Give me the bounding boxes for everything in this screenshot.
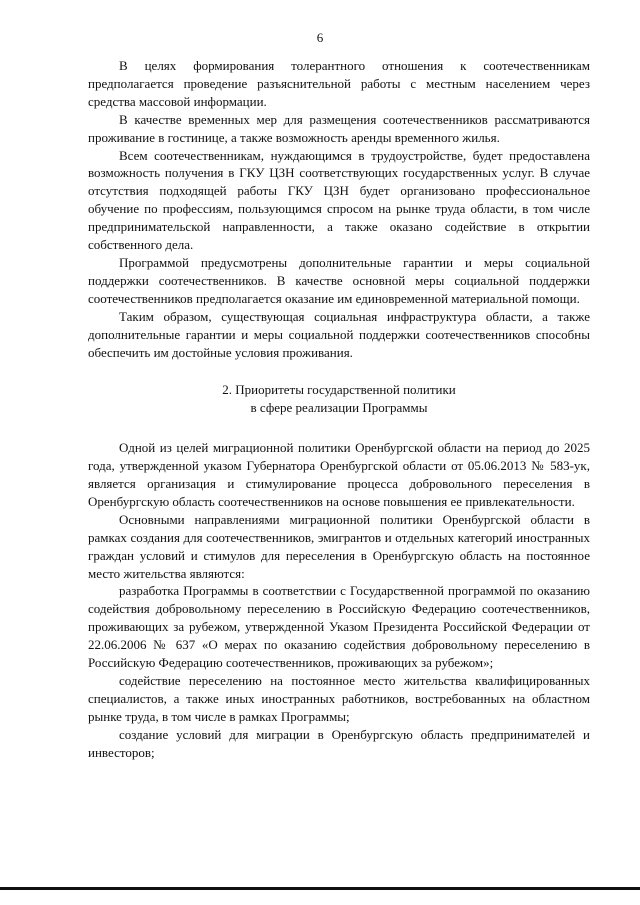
list-item-resettlement-assistance: содействие переселению на постоянное место жительства квалифицированных специалистов, а также иных иностранных работников, востребованных на областном рынке труда, в том числе в рамках Программы; [88, 673, 590, 724]
list-item-entrepreneur-migration: создание условий для миграции в Оренбургскую область предпринимателей и инвесторов; [88, 726, 590, 760]
paragraph-media-work: В целях формирования толерантного отношения к соотечественникам предполагается проведение разъяснительной работы с местным населением через средства массовой информации. [88, 58, 590, 109]
paragraph-employment: Всем соотечественникам, нуждающимся в трудоустройстве, будет предоставлена возможность получения в ГКУ ЦЗН соответствующих государственных услуг. В случае отсутствия подходящей работы ГКУ ЦЗН будет организовано профессиональное обучение по профессиям, пользующимся спросом на рынке труда области, в том числе предпринимательской направленности, а также оказано содействие в открытии собственного дела. [88, 147, 590, 253]
section-heading-line-1: 2. Приоритеты государственной политики [222, 382, 456, 398]
document-body [88, 57, 590, 762]
paragraph-migration-goal: Одной из целей миграционной политики Оренбургской области на период до 2025 года, утвержденной указом Губернатора Оренбургской области от 05.06.2013 № 583-ук, является организация и стимулирование процесса добровольного переселения в Оренбургскую область соотечественников на основе повышения ее привлекательности. [88, 440, 590, 509]
section-heading [88, 381, 590, 417]
page-number: 6 [316, 30, 324, 45]
paragraph-infrastructure-summary: Таким образом, существующая социальная инфраструктура области, а также дополнительные гарантии и меры социальной поддержки соотечественников способны обеспечить им достойные условия проживания. [88, 308, 590, 360]
paragraph-main-directions: Основными направлениями миграционной политики Оренбургской области в рамках создания для соотечественников, эмигрантов и отдельных категорий иностранных граждан условий и стимулов для переселения в Оренбургскую область на постоянное место жительства являются: [88, 511, 590, 581]
list-item-program-development: разработка Программы в соответствии с Государственной программой по оказанию содействия добровольному переселению в Российскую Федерацию соотечественников, проживающих за рубежом, утвержденной Указом Президента Российской Федерации от 22.06.2006 № 637 «О мерах по оказанию содействия добровольному переселению в Российскую Федерацию соотечественников, проживающих за рубежом»; [88, 583, 590, 671]
section-heading-line-2: в сфере реализации Программы [250, 400, 428, 416]
paragraph-temporary-housing: В качестве временных мер для размещения соотечественников рассматриваются проживание в гостинице, а также возможность аренды временного жилья. [88, 111, 590, 145]
page-bottom-rule [0, 887, 640, 890]
paragraph-social-support: Программой предусмотрены дополнительные гарантии и меры социальной поддержки соотечественников. В качестве основной меры социальной поддержки соотечественников предполагается оказание им единовременной материальной помощи. [88, 254, 590, 306]
